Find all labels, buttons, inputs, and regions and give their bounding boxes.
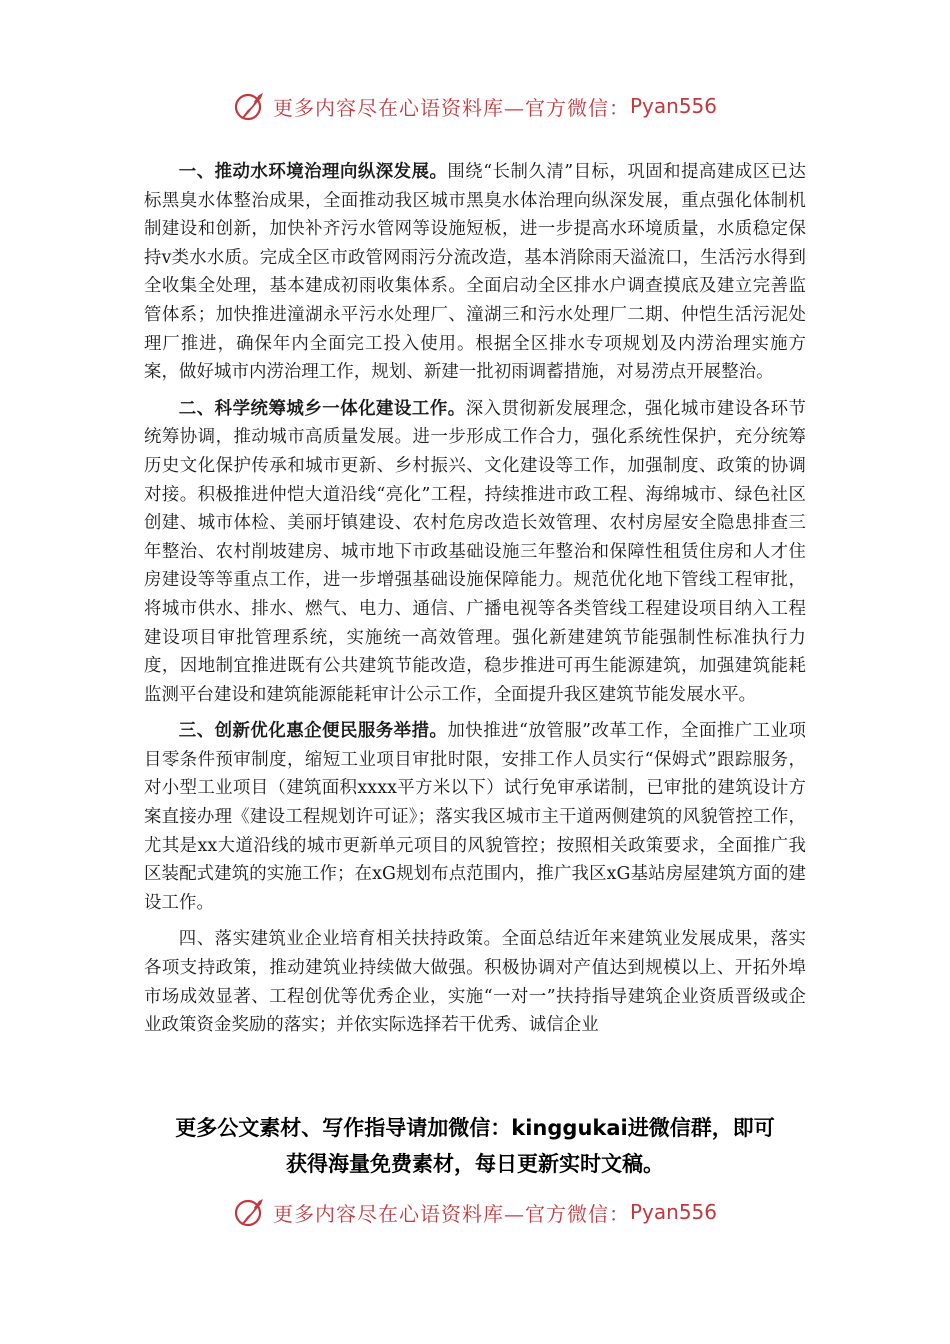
paragraph-1-heading: 一、推动水环境治理向纵深发展。 — [178, 162, 448, 182]
paragraph-3 — [144, 717, 806, 917]
quill-logo-icon — [233, 89, 267, 123]
promo-notice — [0, 1110, 950, 1182]
footer-watermark-banner — [0, 1192, 950, 1232]
paragraph-2-heading: 二、科学统筹城乡一体化建设工作。 — [178, 398, 466, 419]
paragraph-4-body: 四、落实建筑业企业培育相关扶持政策。全面总结近年来建筑业发展成果，落实各项支持政策，推动建筑业持续做大做强。积极协调对产值达到规模以上、开拓外埠市场成效显著、工程创优等优秀企业，实施“一对一”扶持指导建筑企业资质晋级或企业政策资金奖励的落实；并依实际选择若干优秀、诚信企业 — [144, 929, 806, 1036]
promo-line-2: 获得海量免费素材，每日更新实时文稿。 — [286, 1152, 664, 1176]
header-watermark-banner — [0, 86, 950, 126]
paragraph-4 — [144, 925, 806, 1039]
paragraph-2 — [144, 395, 806, 710]
document-body — [144, 158, 806, 1048]
paragraph-1-body: 围绕“长制久清”目标，巩固和提高建成区已达标黑臭水体整治成果，全面推动我区城市黑臭水体治理向纵深发展，重点强化体制机制建设和创新，加快补齐污水管网等设施短板，进一步提高水环境质量，水质稳定保持ⅴ类水水质。完成全区市政管网雨污分流改造，基本消除雨天溢流口，生活污水得到全收集全处理，基本建成初雨收集体系。全面启动全区排水户调查摸底及建立完善监管体系；加快推进潼湖永平污水处理厂、潼湖三和污水处理厂二期、仲恺生活污泥处理厂推进，确保年内全面完工投入使用。根据全区排水专项规划及内涝治理实施方案，做好城市内涝治理工作，规划、新建一批初雨调蓄措施，对易涝点开展整治。 — [144, 162, 806, 383]
paragraph-3-body: 加快推进“放管服”改革工作，全面推广工业项目零条件预审制度，缩短工业项目审批时限，安排工作人员实行“保姆式”跟踪服务，对小型工业项目（建筑面积xxxx平方米以下）试行免审承诺制，已审批的建筑设计方案直接办理《建设工程规划许可证》；落实我区城市主干道两侧建筑的风貌管控工作，尤其是xx大道沿线的城市更新单元项目的风貌管控；按照相关政策要求，全面推广我区装配式建筑的实施工作；在xG规划布点范围内，推广我区xG基站房屋建筑方面的建设工作。 — [144, 721, 806, 913]
paragraph-2-body: 深入贯彻新发展理念，强化城市建设各环节统筹协调，推动城市高质量发展。进一步形成工作合力，强化系统性保护，充分统筹历史文化保护传承和城市更新、乡村振兴、文化建设等工作，加强制度、政策的协调对接。积极推进仲恺大道沿线“亮化”工程，持续推进市政工程、海绵城市、绿色社区创建、城市体检、美丽圩镇建设、农村危房改造长效管理、农村房屋安全隐患排查三年整治、农村削坡建房、城市地下市政基础设施三年整治和保障性租赁住房和人才住房建设等等重点工作，进一步增强基础设施保障能力。规范优化地下管线工程审批，将城市供水、排水、燃气、电力、通信、广播电视等各类管线工程建设项目纳入工程建设项目审批管理系统，实施统一高效管理。强化新建建筑节能强制性标准执行力度，因地制宜推进既有公共建筑节能改造，稳步推进可再生能源建筑，加强建筑能耗监测平台建设和建筑能源能耗审计公示工作，全面提升我区建筑节能发展水平。 — [144, 398, 806, 705]
promo-line-1: 更多公文素材、写作指导请加微信：kinggukai进微信群，即可 — [175, 1116, 775, 1140]
footer-banner-wechat-id: Pyan556 — [629, 1200, 717, 1224]
header-banner-text: 更多内容尽在心语资料库—官方微信： — [272, 95, 630, 120]
quill-logo-icon — [233, 1195, 267, 1229]
header-banner-wechat-id: Pyan556 — [629, 94, 717, 118]
paragraph-3-heading: 三、创新优化惠企便民服务举措。 — [178, 721, 448, 742]
paragraph-1 — [144, 158, 806, 387]
footer-banner-text: 更多内容尽在心语资料库—官方微信： — [272, 1201, 630, 1226]
